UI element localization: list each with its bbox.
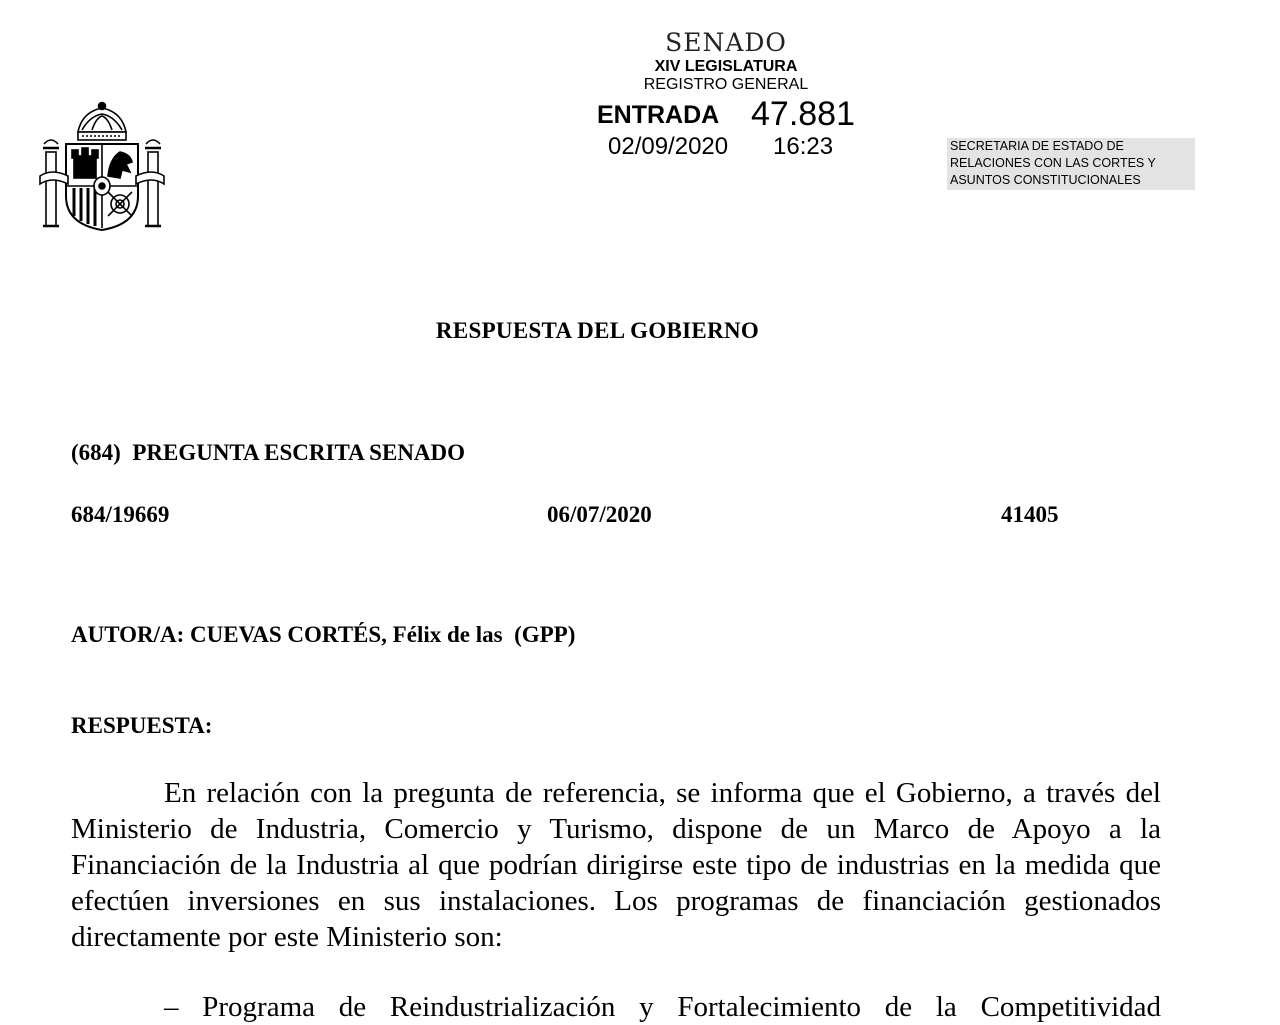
reference-number: 684/19669 [71,502,170,527]
reference-code: 41405 [1001,502,1059,527]
secretaria-line: ASUNTOS CONSTITUCIONALES [950,173,1141,187]
stamp-registry: REGISTRO GENERAL [643,76,809,93]
reference-date: 06/07/2020 [547,502,652,527]
stamp-time: 16:23 [773,133,834,160]
program-list-item: – Programa de Reindustrialización y Fortalecimiento de la Competitividad [164,991,1161,1023]
secretaria-line: RELACIONES CON LAS CORTES Y [950,156,1156,170]
stamp-entrada-label: ENTRADA [597,101,720,129]
answer-paragraph: En relación con la pregunta de referencia, se informa que el Gobierno, a través del Ministerio de Industria, Comercio y Turismo, dispone de un Marco de Apoyo a la Financiación de la Industria al que podrían dirigirse este tipo de industrias en la medida que efectúen inversiones en sus instalaciones. Los programas de financiación gestionados directamente por este Ministerio son: [71,777,1161,953]
secretaria-line: SECRETARIA DE ESTADO DE [950,139,1124,153]
question-type: (684) PREGUNTA ESCRITA SENADO [71,440,466,465]
document-title: RESPUESTA DEL GOBIERNO [435,318,760,343]
author-line: AUTOR/A: CUEVAS CORTÉS, Félix de las (GPP) [71,622,576,647]
answer-label: RESPUESTA: [71,713,213,738]
coat-of-arms-icon [38,100,166,234]
stamp-legislature: XIV LEGISLATURA [654,58,798,75]
secretaria-block [947,138,1195,190]
stamp-date: 02/09/2020 [608,133,729,160]
stamp-entrada-number: 47.881 [751,95,855,133]
stamp-chamber: SENADO [665,28,787,57]
